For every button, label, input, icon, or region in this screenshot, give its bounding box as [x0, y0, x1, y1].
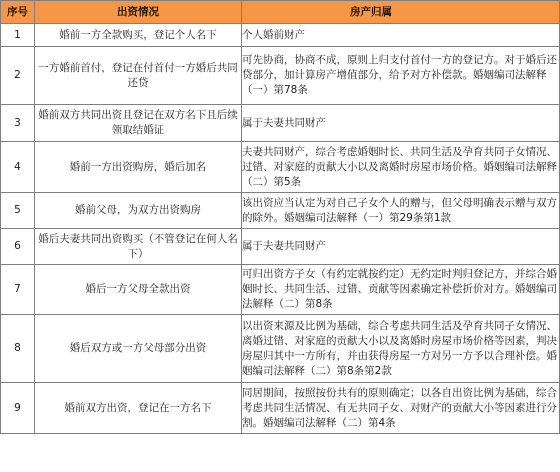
header-ownership: 房产归属: [242, 1, 560, 24]
row-situation: 婚前双方共同出资且登记在双方名下且后续领取结婚证: [35, 105, 242, 142]
row-ownership: 该出资应当认定为对自己子女个人的赠与，但父母明确表示赠与双方的除外。婚姻编司法解释（一）第29条第1款: [242, 193, 560, 229]
row-ownership: 属于夫妻共同财产: [242, 229, 560, 265]
row-ownership: 可先协商，协商不成，原则上归支付首付一方的登记方。对于婚后还贷部分，加计算房产增值部分，给予对方补偿款。婚姻编司法解释（一）第78条: [242, 47, 560, 105]
row-ownership: 个人婚前财产: [242, 24, 560, 47]
row-ownership: 同居期间，按照按份共有的原则确定；以各自出资比例为基础，综合考虑共同生活情况、有无共同子女、对财产的贡献大小等因素进行分割。婚姻编司法解释（二）第4条: [242, 383, 560, 434]
row-situation: 婚前一方出资购房，婚后加名: [35, 142, 242, 193]
table-row: [1, 105, 560, 142]
table-row: [1, 193, 560, 229]
table-row: [1, 24, 560, 47]
row-situation: 婚前一方全款购买，登记个人名下: [35, 24, 242, 47]
row-situation: 婚前双方出资，登记在一方名下: [35, 383, 242, 434]
row-index: 9: [1, 383, 35, 434]
table-row: [1, 142, 560, 193]
row-index: 1: [1, 24, 35, 47]
table-header-row: [1, 1, 560, 24]
row-ownership: 属于夫妻共同财产: [242, 105, 560, 142]
row-situation: 一方婚前首付，登记在付首付一方婚后共同还贷: [35, 47, 242, 105]
header-situation: 出资情况: [35, 1, 242, 24]
row-situation: 婚后一方父母全款出资: [35, 265, 242, 315]
row-index: 6: [1, 229, 35, 265]
row-index: 5: [1, 193, 35, 229]
header-index: 序号: [1, 1, 35, 24]
row-index: 2: [1, 47, 35, 105]
row-index: 3: [1, 105, 35, 142]
row-ownership: 可归出资方子女（有约定就按约定）无约定时判归登记方，并综合婚姻时长、共同生活、过错、贡献等因素确定补偿折价对方。婚姻编司法解释（二）第8条: [242, 265, 560, 315]
row-ownership: 以出资来源及比例为基础，综合考虑共同生活及孕育共同子女情况、离婚过错、对家庭的贡献大小以及离婚时房屋市场价格等因素，判决房屋归其中一方所有，并由获得房屋一方对另一方予以合理补偿。婚姻编司法解释（二）第8条第2款: [242, 315, 560, 383]
table-row: [1, 229, 560, 265]
row-situation: 婚前父母，为双方出资购房: [35, 193, 242, 229]
row-situation: 婚后双方或一方父母部分出资: [35, 315, 242, 383]
table-row: [1, 47, 560, 105]
table-row: [1, 315, 560, 383]
row-index: 4: [1, 142, 35, 193]
table-row: [1, 265, 560, 315]
row-index: 8: [1, 315, 35, 383]
row-index: 7: [1, 265, 35, 315]
row-situation: 婚后夫妻共同出资购买（不管登记在何人名下）: [35, 229, 242, 265]
row-ownership: 夫妻共同财产，综合考虑婚姻时长、共同生活及孕育共同子女情况、过错、对家庭的贡献大小以及离婚时房屋市场价格。婚姻编司法解释（二）第5条: [242, 142, 560, 193]
table-row: [1, 383, 560, 434]
